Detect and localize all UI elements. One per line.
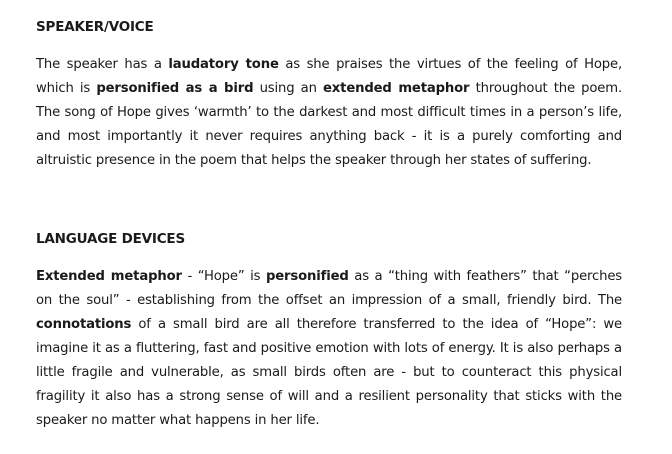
bold-term: personified as a bird — [96, 81, 254, 96]
bold-term: personified — [265, 269, 349, 284]
bold-term: connotations — [36, 317, 132, 332]
text: The speaker has a — [36, 57, 169, 72]
text: throughout the poem. The song of Hope gives ‘warmth’ to the darkest and most difficult times in a person’s life, and most importantly it never requires anything back - it is a purely comforting and altruistic presence in the poem that helps the speaker through her states of suffering. — [36, 81, 622, 168]
text: as a “thing with feathers” that “perches on the soul” - establishing from the offset an impression of a small, friendly bird. The — [36, 269, 623, 308]
text: - “Hope” is — [181, 269, 266, 284]
text: using an — [253, 81, 324, 96]
speaker-voice-paragraph — [36, 53, 622, 173]
bold-term: Extended metaphor — [36, 269, 182, 284]
bold-term: extended metaphor — [323, 81, 470, 96]
text: as she praises the virtues of the feeling of Hope, which is — [36, 57, 622, 96]
section-heading-speaker-voice: SPEAKER/VOICE — [36, 19, 154, 35]
section-heading-language-devices: LANGUAGE DEVICES — [36, 231, 185, 247]
bold-term: laudatory tone — [168, 57, 279, 72]
language-devices-paragraph — [36, 265, 622, 433]
text: of a small bird are all therefore transferred to the idea of “Hope”: we imagine it as a fluttering, fast and positive emotion with lots of energy. It is also perhaps a little fragile and vulnerable, as small birds often are - but to counteract this physical fragility it also has a strong sense of will and a resilient personality that sticks with the speaker no matter what happens in her life. — [36, 317, 622, 428]
